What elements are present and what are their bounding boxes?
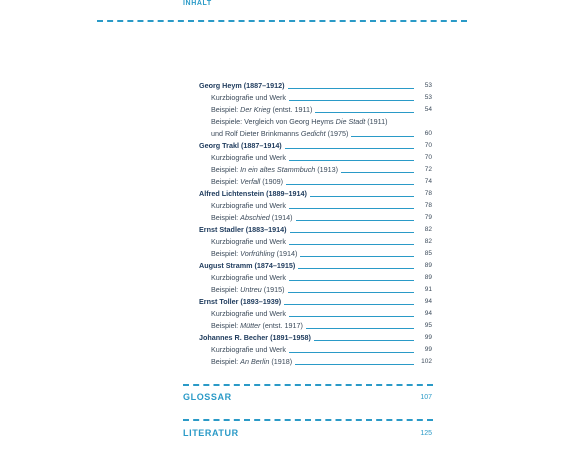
toc-text-part: (1914) xyxy=(274,249,298,258)
toc-sub-entry[interactable] xyxy=(199,248,436,260)
toc-text-part: Beispiel: xyxy=(211,285,241,294)
toc-author-name: Georg Trakl (1887–1914) xyxy=(199,141,282,150)
table-of-contents xyxy=(199,80,436,368)
toc-entry-text xyxy=(211,177,283,186)
toc-page-number: 95 xyxy=(424,322,432,329)
toc-entry-text xyxy=(199,333,311,342)
toc-sub-entry[interactable] xyxy=(199,272,436,284)
toc-sub-entry[interactable] xyxy=(199,284,436,296)
toc-entry-text xyxy=(211,105,312,114)
toc-entry-text xyxy=(199,81,285,90)
toc-sub-entry[interactable] xyxy=(199,128,436,140)
toc-text-part: Beispiele: Vergleich von Georg Heyms xyxy=(211,117,336,126)
toc-page-number: 60 xyxy=(424,130,432,137)
toc-entry-text xyxy=(211,357,292,366)
toc-author-entry[interactable] xyxy=(199,224,436,236)
toc-leader-rule xyxy=(289,208,414,209)
toc-sub-entry[interactable] xyxy=(199,164,436,176)
toc-entry-text xyxy=(211,213,293,222)
toc-author-name: Georg Heym (1887–1912) xyxy=(199,81,285,90)
toc-author-entry[interactable] xyxy=(199,260,436,272)
toc-page-number: 99 xyxy=(424,346,432,353)
toc-text-part: Kurzbiografie und Werk xyxy=(211,345,286,354)
toc-entry-text xyxy=(211,153,286,162)
toc-entry-text xyxy=(211,345,286,354)
toc-entry-text xyxy=(211,321,303,330)
toc-work-title: Mütter xyxy=(240,321,261,330)
toc-entry-text xyxy=(199,261,295,270)
toc-author-entry[interactable] xyxy=(199,188,436,200)
toc-text-part: (1918) xyxy=(269,357,293,366)
toc-leader-rule xyxy=(314,340,414,341)
toc-text-part: Beispiel: xyxy=(211,177,241,186)
toc-text-part: (entst. 1917) xyxy=(260,321,303,330)
toc-page-number: 82 xyxy=(424,238,432,245)
toc-page-number: 94 xyxy=(424,298,432,305)
toc-author-entry[interactable] xyxy=(199,140,436,152)
toc-text-part: Kurzbiografie und Werk xyxy=(211,309,286,318)
toc-work-title: Gedicht xyxy=(300,129,326,138)
toc-entry-text xyxy=(211,93,286,102)
toc-leader-rule xyxy=(289,100,414,101)
section-page-glossar: 107 xyxy=(420,394,432,401)
toc-page-number: 89 xyxy=(424,274,432,281)
toc-sub-entry[interactable] xyxy=(199,212,436,224)
toc-leader-rule xyxy=(306,328,414,329)
toc-page-number: 78 xyxy=(424,190,432,197)
toc-sub-entry[interactable] xyxy=(199,92,436,104)
toc-sub-entry[interactable] xyxy=(199,320,436,332)
toc-entry-text xyxy=(199,225,287,234)
toc-page-number: 70 xyxy=(424,154,432,161)
toc-text-part: Kurzbiografie und Werk xyxy=(211,201,286,210)
toc-text-part: Kurzbiografie und Werk xyxy=(211,237,286,246)
toc-leader-rule xyxy=(289,352,414,353)
toc-sub-entry[interactable] xyxy=(199,104,436,116)
header-divider xyxy=(97,20,467,22)
toc-text-part: Beispiel: xyxy=(211,213,241,222)
toc-leader-rule xyxy=(288,88,415,89)
toc-text-part: (1913) xyxy=(315,165,339,174)
toc-text-part: Kurzbiografie und Werk xyxy=(211,93,286,102)
toc-entry-text xyxy=(211,285,285,294)
toc-sub-entry[interactable] xyxy=(199,356,436,368)
toc-page-number: 85 xyxy=(424,250,432,257)
glossar-divider xyxy=(183,384,433,386)
section-page-literatur: 125 xyxy=(420,430,432,437)
toc-leader-rule xyxy=(284,304,414,305)
toc-text-part: Kurzbiografie und Werk xyxy=(211,273,286,282)
toc-work-title: An Berlin xyxy=(240,357,270,366)
toc-entry-text xyxy=(211,165,338,174)
toc-author-name: Alfred Lichtenstein (1889–1914) xyxy=(199,189,307,198)
toc-text-part: und Rolf Dieter Brinkmanns xyxy=(211,129,301,138)
toc-sub-entry[interactable] xyxy=(199,116,436,128)
toc-leader-rule xyxy=(310,196,414,197)
toc-author-name: August Stramm (1874–1915) xyxy=(199,261,296,270)
toc-entry-text xyxy=(211,237,286,246)
toc-work-title: Die Stadt xyxy=(335,117,366,126)
toc-entry-text xyxy=(199,189,307,198)
toc-author-entry[interactable] xyxy=(199,332,436,344)
toc-page-number: 91 xyxy=(424,286,432,293)
toc-text-part: Beispiel: xyxy=(211,321,241,330)
toc-leader-rule xyxy=(300,256,414,257)
toc-entry-text xyxy=(211,309,286,318)
toc-page-number: 99 xyxy=(424,334,432,341)
toc-entry-text xyxy=(211,249,297,258)
toc-author-entry[interactable] xyxy=(199,80,436,92)
toc-sub-entry[interactable] xyxy=(199,200,436,212)
toc-page-number: 94 xyxy=(424,310,432,317)
toc-work-title: Abschied xyxy=(240,213,270,222)
toc-text-part: (1911) xyxy=(365,117,388,126)
toc-leader-rule xyxy=(286,184,414,185)
toc-sub-entry[interactable] xyxy=(199,152,436,164)
toc-leader-rule xyxy=(289,244,414,245)
toc-text-part: (1975) xyxy=(325,129,349,138)
toc-entry-text xyxy=(211,201,286,210)
toc-text-part: (1915) xyxy=(261,285,285,294)
toc-text-part: Beispiel: xyxy=(211,357,241,366)
toc-page-number: 72 xyxy=(424,166,432,173)
toc-page-number: 70 xyxy=(424,142,432,149)
toc-sub-entry[interactable] xyxy=(199,344,436,356)
toc-entry-text xyxy=(199,297,281,306)
section-title-glossar[interactable]: GLOSSAR xyxy=(183,392,232,402)
toc-leader-rule xyxy=(341,172,414,173)
header-label: INHALT xyxy=(183,0,212,7)
toc-leader-rule xyxy=(289,160,414,161)
toc-page-number: 54 xyxy=(424,106,432,113)
toc-page-number: 82 xyxy=(424,226,432,233)
toc-work-title: Vorfrühling xyxy=(240,249,275,258)
toc-author-name: Ernst Stadler (1883–1914) xyxy=(199,225,287,234)
toc-text-part: Beispiel: xyxy=(211,165,241,174)
toc-page-number: 78 xyxy=(424,202,432,209)
toc-page-number: 79 xyxy=(424,214,432,221)
toc-entry-text xyxy=(211,129,348,138)
toc-page-number: 53 xyxy=(424,94,432,101)
toc-page-number: 74 xyxy=(424,178,432,185)
toc-sub-entry[interactable] xyxy=(199,236,436,248)
toc-leader-rule xyxy=(289,280,414,281)
toc-work-title: Untreu xyxy=(240,285,262,294)
toc-work-title: In ein altes Stammbuch xyxy=(240,165,316,174)
toc-leader-rule xyxy=(295,364,414,365)
toc-page-number: 53 xyxy=(424,82,432,89)
literatur-divider xyxy=(183,419,433,421)
toc-text-part: (entst. 1911) xyxy=(270,105,313,114)
toc-leader-rule xyxy=(288,292,414,293)
toc-text-part: Beispiel: xyxy=(211,249,241,258)
toc-sub-entry[interactable] xyxy=(199,308,436,320)
toc-leader-rule xyxy=(289,316,414,317)
toc-sub-entry[interactable] xyxy=(199,176,436,188)
toc-entry-text xyxy=(211,273,286,282)
toc-entry-text xyxy=(199,141,282,150)
toc-leader-rule xyxy=(351,136,414,137)
toc-leader-rule xyxy=(285,148,414,149)
toc-work-title: Der Krieg xyxy=(240,105,271,114)
toc-leader-rule xyxy=(290,232,415,233)
toc-page-number: 102 xyxy=(421,358,432,365)
toc-leader-rule xyxy=(298,268,414,269)
toc-author-name: Johannes R. Becher (1891–1958) xyxy=(199,333,311,342)
toc-text-part: (1909) xyxy=(260,177,284,186)
toc-work-title: Verfall xyxy=(240,177,261,186)
toc-text-part: Kurzbiografie und Werk xyxy=(211,153,286,162)
section-title-literatur[interactable]: LITERATUR xyxy=(183,428,239,438)
toc-leader-rule xyxy=(315,112,414,113)
toc-text-part: (1914) xyxy=(269,213,293,222)
toc-author-name: Ernst Toller (1893–1939) xyxy=(199,297,282,306)
toc-leader-rule xyxy=(296,220,414,221)
toc-page-number: 89 xyxy=(424,262,432,269)
toc-entry-text xyxy=(211,117,387,126)
toc-text-part: Beispiel: xyxy=(211,105,241,114)
toc-author-entry[interactable] xyxy=(199,296,436,308)
